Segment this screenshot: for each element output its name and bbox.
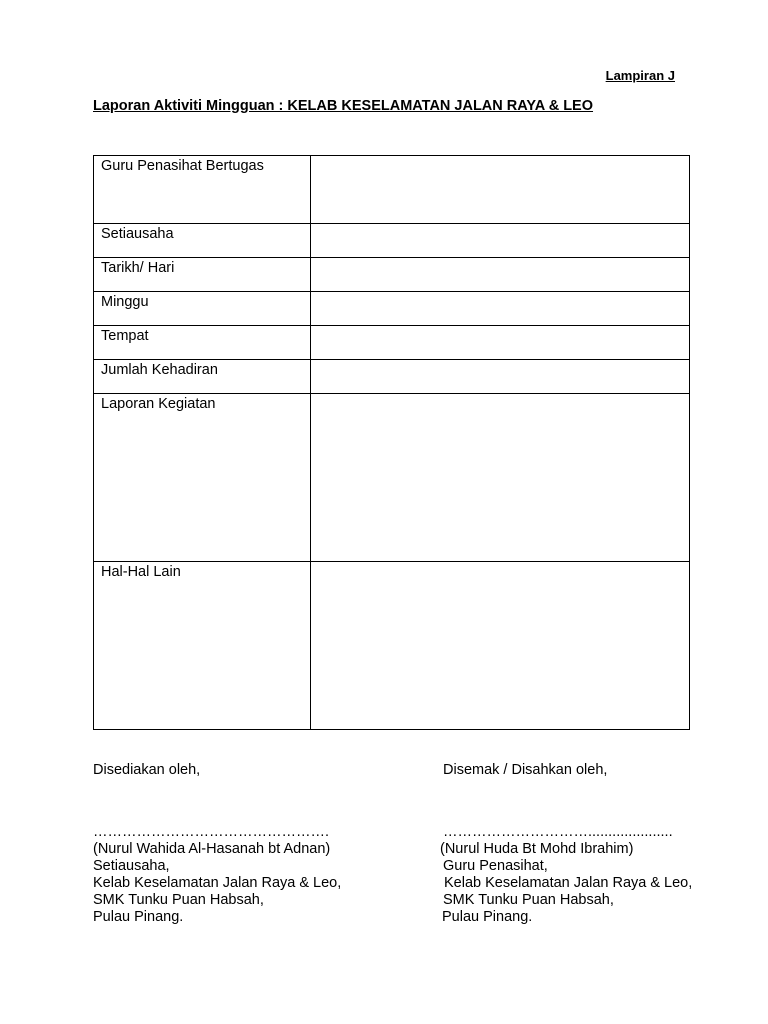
form-value-other-matters[interactable]	[311, 562, 690, 730]
prepared-school: SMK Tunku Puan Habsah,	[93, 892, 264, 908]
form-label-attendance: Jumlah Kehadiran	[94, 360, 311, 394]
form-value-date[interactable]	[311, 258, 690, 292]
prepared-name: (Nurul Wahida Al-Hasanah bt Adnan)	[93, 841, 331, 857]
form-row-secretary	[94, 224, 690, 258]
form-label-secretary: Setiausaha	[94, 224, 311, 258]
verified-role: Guru Penasihat,	[443, 858, 548, 874]
annex-label: Lampiran J	[605, 68, 675, 83]
prepared-by-block	[93, 824, 341, 926]
form-value-attendance[interactable]	[311, 360, 690, 394]
prepared-club: Kelab Keselamatan Jalan Raya & Leo,	[93, 875, 342, 891]
form-row-other-matters	[94, 562, 690, 730]
verified-signature-line: ………………………….....................	[443, 824, 673, 840]
prepared-by-heading: Disediakan oleh,	[93, 762, 201, 778]
form-label-date: Tarikh/ Hari	[94, 258, 311, 292]
form-row-advisor	[94, 156, 690, 224]
form-row-date	[94, 258, 690, 292]
form-row-attendance	[94, 360, 690, 394]
report-title: Laporan Aktiviti Mingguan : KELAB KESELAMATAN JALAN RAYA & LEO	[93, 98, 594, 114]
prepared-state: Pulau Pinang.	[93, 909, 184, 925]
form-label-advisor: Guru Penasihat Bertugas	[94, 156, 311, 224]
form-label-other-matters: Hal-Hal Lain	[94, 562, 311, 730]
verified-by-heading: Disemak / Disahkan oleh,	[443, 762, 608, 778]
form-value-activity-report[interactable]	[311, 394, 690, 562]
form-label-venue: Tempat	[94, 326, 311, 360]
form-value-week[interactable]	[311, 292, 690, 326]
form-value-venue[interactable]	[311, 326, 690, 360]
form-row-venue	[94, 326, 690, 360]
report-form-table	[93, 155, 690, 730]
form-value-advisor[interactable]	[311, 156, 690, 224]
prepared-role: Setiausaha,	[93, 858, 170, 874]
prepared-signature-line: ………………………………………….	[93, 824, 330, 840]
verified-state: Pulau Pinang.	[442, 909, 533, 925]
verified-club: Kelab Keselamatan Jalan Raya & Leo,	[444, 875, 693, 891]
verified-name: (Nurul Huda Bt Mohd Ibrahim)	[440, 841, 634, 857]
verified-by-block	[440, 824, 692, 926]
form-value-secretary[interactable]	[311, 224, 690, 258]
form-label-week: Minggu	[94, 292, 311, 326]
verified-school: SMK Tunku Puan Habsah,	[443, 892, 614, 908]
form-row-week	[94, 292, 690, 326]
form-row-activity-report	[94, 394, 690, 562]
form-label-activity-report: Laporan Kegiatan	[94, 394, 311, 562]
